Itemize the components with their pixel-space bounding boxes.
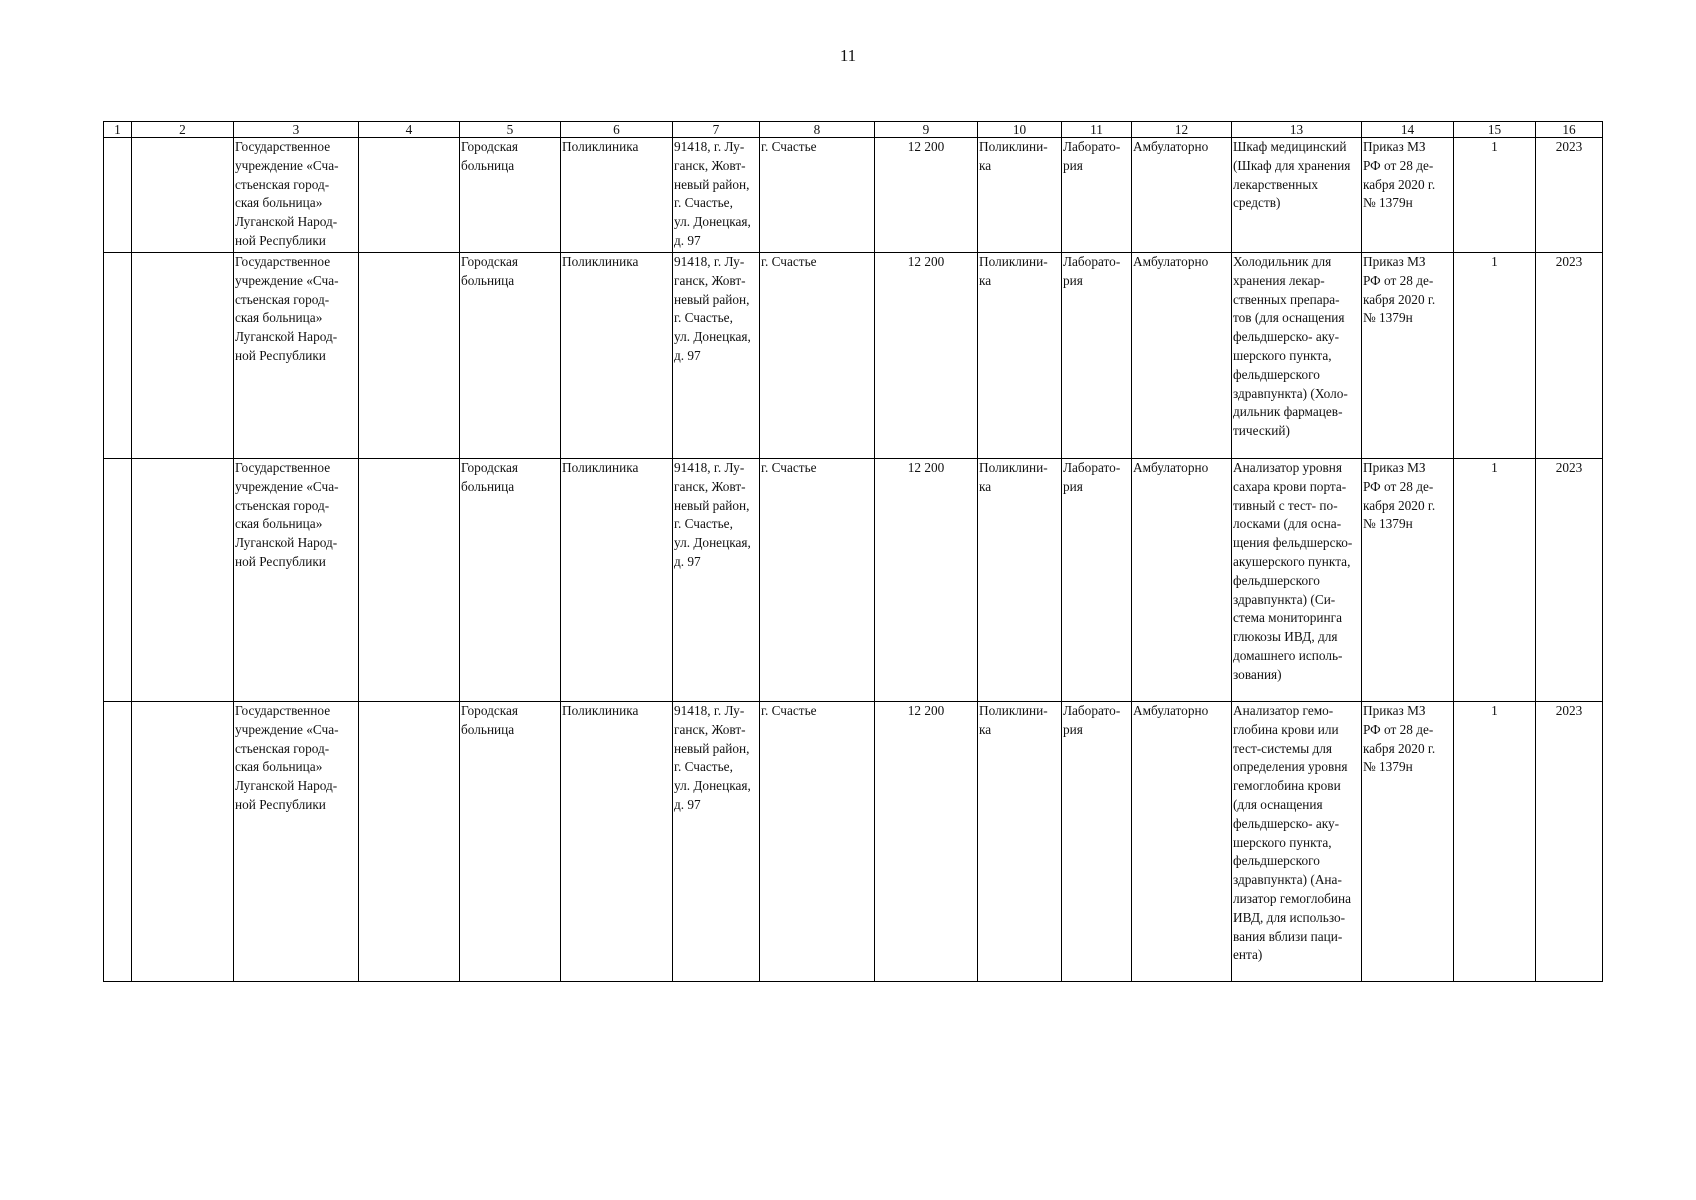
table-row xyxy=(104,253,1603,459)
cell-care-type: Амбулаторно xyxy=(1132,253,1232,459)
cell-year: 2023 xyxy=(1536,138,1603,253)
header-cell: 14 xyxy=(1362,122,1454,138)
cell-order: Приказ МЗ РФ от 28 де- кабря 2020 г. № 1379н xyxy=(1362,138,1454,253)
cell-order: Приказ МЗ РФ от 28 де- кабря 2020 г. № 1379н xyxy=(1362,253,1454,459)
cell-care-type: Амбулаторно xyxy=(1132,138,1232,253)
cell-institution: Государственное учреждение «Сча- стьенская город- ская больница» Луганской Народ- ной Республики xyxy=(234,459,359,702)
cell-col-2 xyxy=(132,459,234,702)
header-cell: 10 xyxy=(978,122,1062,138)
header-cell: 1 xyxy=(104,122,132,138)
cell-equipment: Холодильник для хранения лекар- ственных препара- тов (для оснащения фельдшерско- аку- шерского пункта, фельдшерского здравпункта) (Холо- дильник фармацев- тический) xyxy=(1232,253,1362,459)
page-number: 11 xyxy=(839,46,857,65)
cell-address: 91418, г. Лу- ганск, Жовт- невый район, г. Счастье, ул. Донецкая, д. 97 xyxy=(673,253,760,459)
header-cell: 5 xyxy=(460,122,561,138)
cell-care-type: Амбулаторно xyxy=(1132,702,1232,982)
cell-care-type: Амбулаторно xyxy=(1132,459,1232,702)
cell-col-1 xyxy=(104,138,132,253)
cell-department: Поликлини- ка xyxy=(978,138,1062,253)
cell-quantity: 1 xyxy=(1454,253,1536,459)
cell-quantity: 1 xyxy=(1454,459,1536,702)
cell-institution: Государственное учреждение «Сча- стьенская город- ская больница» Луганской Народ- ной Республики xyxy=(234,702,359,982)
cell-col-4 xyxy=(359,253,460,459)
cell-address: 91418, г. Лу- ганск, Жовт- невый район, г. Счастье, ул. Донецкая, д. 97 xyxy=(673,138,760,253)
table-row xyxy=(104,138,1603,253)
header-cell: 11 xyxy=(1062,122,1132,138)
cell-locality: г. Счастье xyxy=(760,138,875,253)
cell-year: 2023 xyxy=(1536,702,1603,982)
cell-quantity: 1 xyxy=(1454,702,1536,982)
cell-department: Поликлини- ка xyxy=(978,702,1062,982)
cell-facility-type: Городская больница xyxy=(460,459,561,702)
cell-institution: Государственное учреждение «Сча- стьенская город- ская больница» Луганской Народ- ной Республики xyxy=(234,253,359,459)
cell-unit: Поликлиника xyxy=(561,459,673,702)
cell-quantity: 1 xyxy=(1454,138,1536,253)
cell-subdivision: Лаборато- рия xyxy=(1062,459,1132,702)
cell-facility-type: Городская больница xyxy=(460,138,561,253)
cell-subdivision: Лаборато- рия xyxy=(1062,702,1132,982)
cell-col-4 xyxy=(359,702,460,982)
cell-institution: Государственное учреждение «Сча- стьенская город- ская больница» Луганской Народ- ной Республики xyxy=(234,138,359,253)
header-cell: 15 xyxy=(1454,122,1536,138)
header-cell: 2 xyxy=(132,122,234,138)
cell-department: Поликлини- ка xyxy=(978,459,1062,702)
cell-equipment: Анализатор гемо- глобина крови или тест-системы для определения уровня гемоглобина крови (для оснащения фельдшерско- аку- шерского пункта, фельдшерского здравпункта) (Ана- лизатор гемоглобина ИВД, для использо- вания вблизи паци- ента) xyxy=(1232,702,1362,982)
cell-population: 12 200 xyxy=(875,459,978,702)
header-cell: 9 xyxy=(875,122,978,138)
cell-population: 12 200 xyxy=(875,702,978,982)
cell-order: Приказ МЗ РФ от 28 де- кабря 2020 г. № 1379н xyxy=(1362,459,1454,702)
cell-department: Поликлини- ка xyxy=(978,253,1062,459)
cell-unit: Поликлиника xyxy=(561,702,673,982)
cell-subdivision: Лаборато- рия xyxy=(1062,138,1132,253)
header-cell: 12 xyxy=(1132,122,1232,138)
cell-col-1 xyxy=(104,702,132,982)
cell-address: 91418, г. Лу- ганск, Жовт- невый район, г. Счастье, ул. Донецкая, д. 97 xyxy=(673,702,760,982)
table-row xyxy=(104,702,1603,982)
header-cell: 7 xyxy=(673,122,760,138)
cell-population: 12 200 xyxy=(875,253,978,459)
cell-population: 12 200 xyxy=(875,138,978,253)
cell-order: Приказ МЗ РФ от 28 де- кабря 2020 г. № 1379н xyxy=(1362,702,1454,982)
header-row xyxy=(104,122,1603,138)
cell-col-4 xyxy=(359,459,460,702)
cell-col-2 xyxy=(132,702,234,982)
cell-unit: Поликлиника xyxy=(561,138,673,253)
cell-year: 2023 xyxy=(1536,459,1603,702)
table-row xyxy=(104,459,1603,702)
cell-facility-type: Городская больница xyxy=(460,253,561,459)
header-cell: 6 xyxy=(561,122,673,138)
cell-col-4 xyxy=(359,138,460,253)
cell-col-1 xyxy=(104,253,132,459)
cell-equipment: Анализатор уровня сахара крови порта- тивный с тест- по- лосками (для осна- щения фельдшерско- акушерского пункта, фельдшерского здравпункта) (Си- стема мониторинга глюкозы ИВД, для домашнего исполь- зования) xyxy=(1232,459,1362,702)
cell-col-2 xyxy=(132,253,234,459)
header-cell: 4 xyxy=(359,122,460,138)
cell-locality: г. Счастье xyxy=(760,253,875,459)
header-cell: 13 xyxy=(1232,122,1362,138)
header-cell: 3 xyxy=(234,122,359,138)
cell-locality: г. Счастье xyxy=(760,702,875,982)
header-cell: 16 xyxy=(1536,122,1603,138)
cell-subdivision: Лаборато- рия xyxy=(1062,253,1132,459)
cell-address: 91418, г. Лу- ганск, Жовт- невый район, г. Счастье, ул. Донецкая, д. 97 xyxy=(673,459,760,702)
equipment-table xyxy=(103,121,1603,982)
header-cell: 8 xyxy=(760,122,875,138)
cell-equipment: Шкаф медицинский (Шкаф для хранения лекарственных средств) xyxy=(1232,138,1362,253)
cell-locality: г. Счастье xyxy=(760,459,875,702)
cell-col-2 xyxy=(132,138,234,253)
cell-year: 2023 xyxy=(1536,253,1603,459)
cell-unit: Поликлиника xyxy=(561,253,673,459)
cell-col-1 xyxy=(104,459,132,702)
cell-facility-type: Городская больница xyxy=(460,702,561,982)
